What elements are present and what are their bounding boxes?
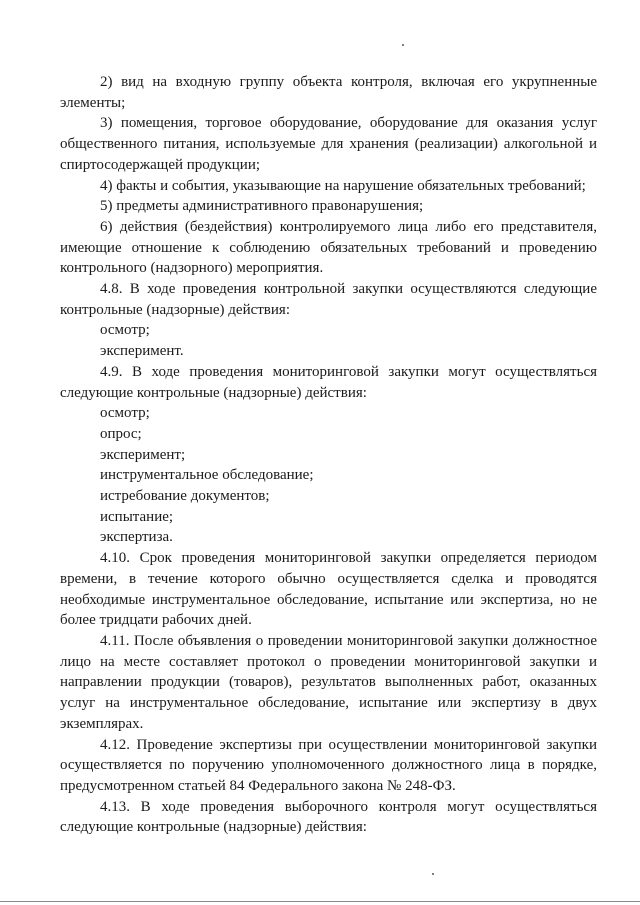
paragraph-4-12: 4.12. Проведение экспертизы при осуществлении мониторинговой закупки осуществляется по поручению уполномоченного должностного лица в порядке, предусмотренном статьей 84 Федерального закона № 248-ФЗ. [60,736,597,794]
list-item: эксперимент; [100,446,186,463]
paragraph-item-2: 2) вид на входную группу объекта контроля, включая его укрупненные элементы; [60,74,597,111]
paragraph-item-4: 4) факты и события, указывающие на нарушение обязательных требований; [100,177,586,194]
list-item: истребование документов; [100,488,270,505]
document-body [60,72,597,838]
scan-edge-line [0,901,640,902]
list-item: осмотр; [100,405,150,422]
list-item: опрос; [100,425,142,442]
list-item: экспертиза. [100,529,173,546]
list-item: эксперимент. [100,343,184,360]
list-item: осмотр; [100,322,150,339]
paragraph-item-3: 3) помещения, торговое оборудование, оборудование для оказания услуг общественного питания, используемые для хранения (реализации) алкогольной и спиртосодержащей продукции; [60,115,597,173]
paragraph-item-6: 6) действия (бездействия) контролируемого лица либо его представителя, имеющие отношение к соблюдению обязательных требований и проведению контрольного (надзорного) мероприятия. [60,218,597,277]
list-item: испытание; [100,508,174,525]
list-item: инструментальное обследование; [100,467,314,484]
paragraph-item-5: 5) предметы административного правонарушения; [100,198,424,215]
paragraph-4-13: 4.13. В ходе проведения выборочного контроля могут осуществляться следующие контрольные (надзорные) действия: [60,798,597,836]
scan-speck [432,873,434,875]
scan-speck [402,44,404,46]
paragraph-4-10: 4.10. Срок проведения мониторинговой закупки определяется периодом времени, в течение которого обычно осуществляется сделка и проводятся необходимые инструментальное обследование, испытание или экспертиза, но не более тридцати рабочих дней. [60,550,597,629]
paragraph-4-9: 4.9. В ходе проведения мониторинговой закупки могут осуществляться следующие контрольные (надзорные) действия: [60,363,597,401]
paragraph-4-11: 4.11. После объявления о проведении мониторинговой закупки должностное лицо на месте составляет протокол о проведении мониторинговой закупки и направлении продукции (товаров), результатов выполненных работ, оказанных услуг на инструментальное обследование, испытание или экспертизу в двух экземплярах. [60,632,597,732]
paragraph-4-8: 4.8. В ходе проведения контрольной закупки осуществляются следующие контрольные (надзорные) действия: [60,281,597,318]
